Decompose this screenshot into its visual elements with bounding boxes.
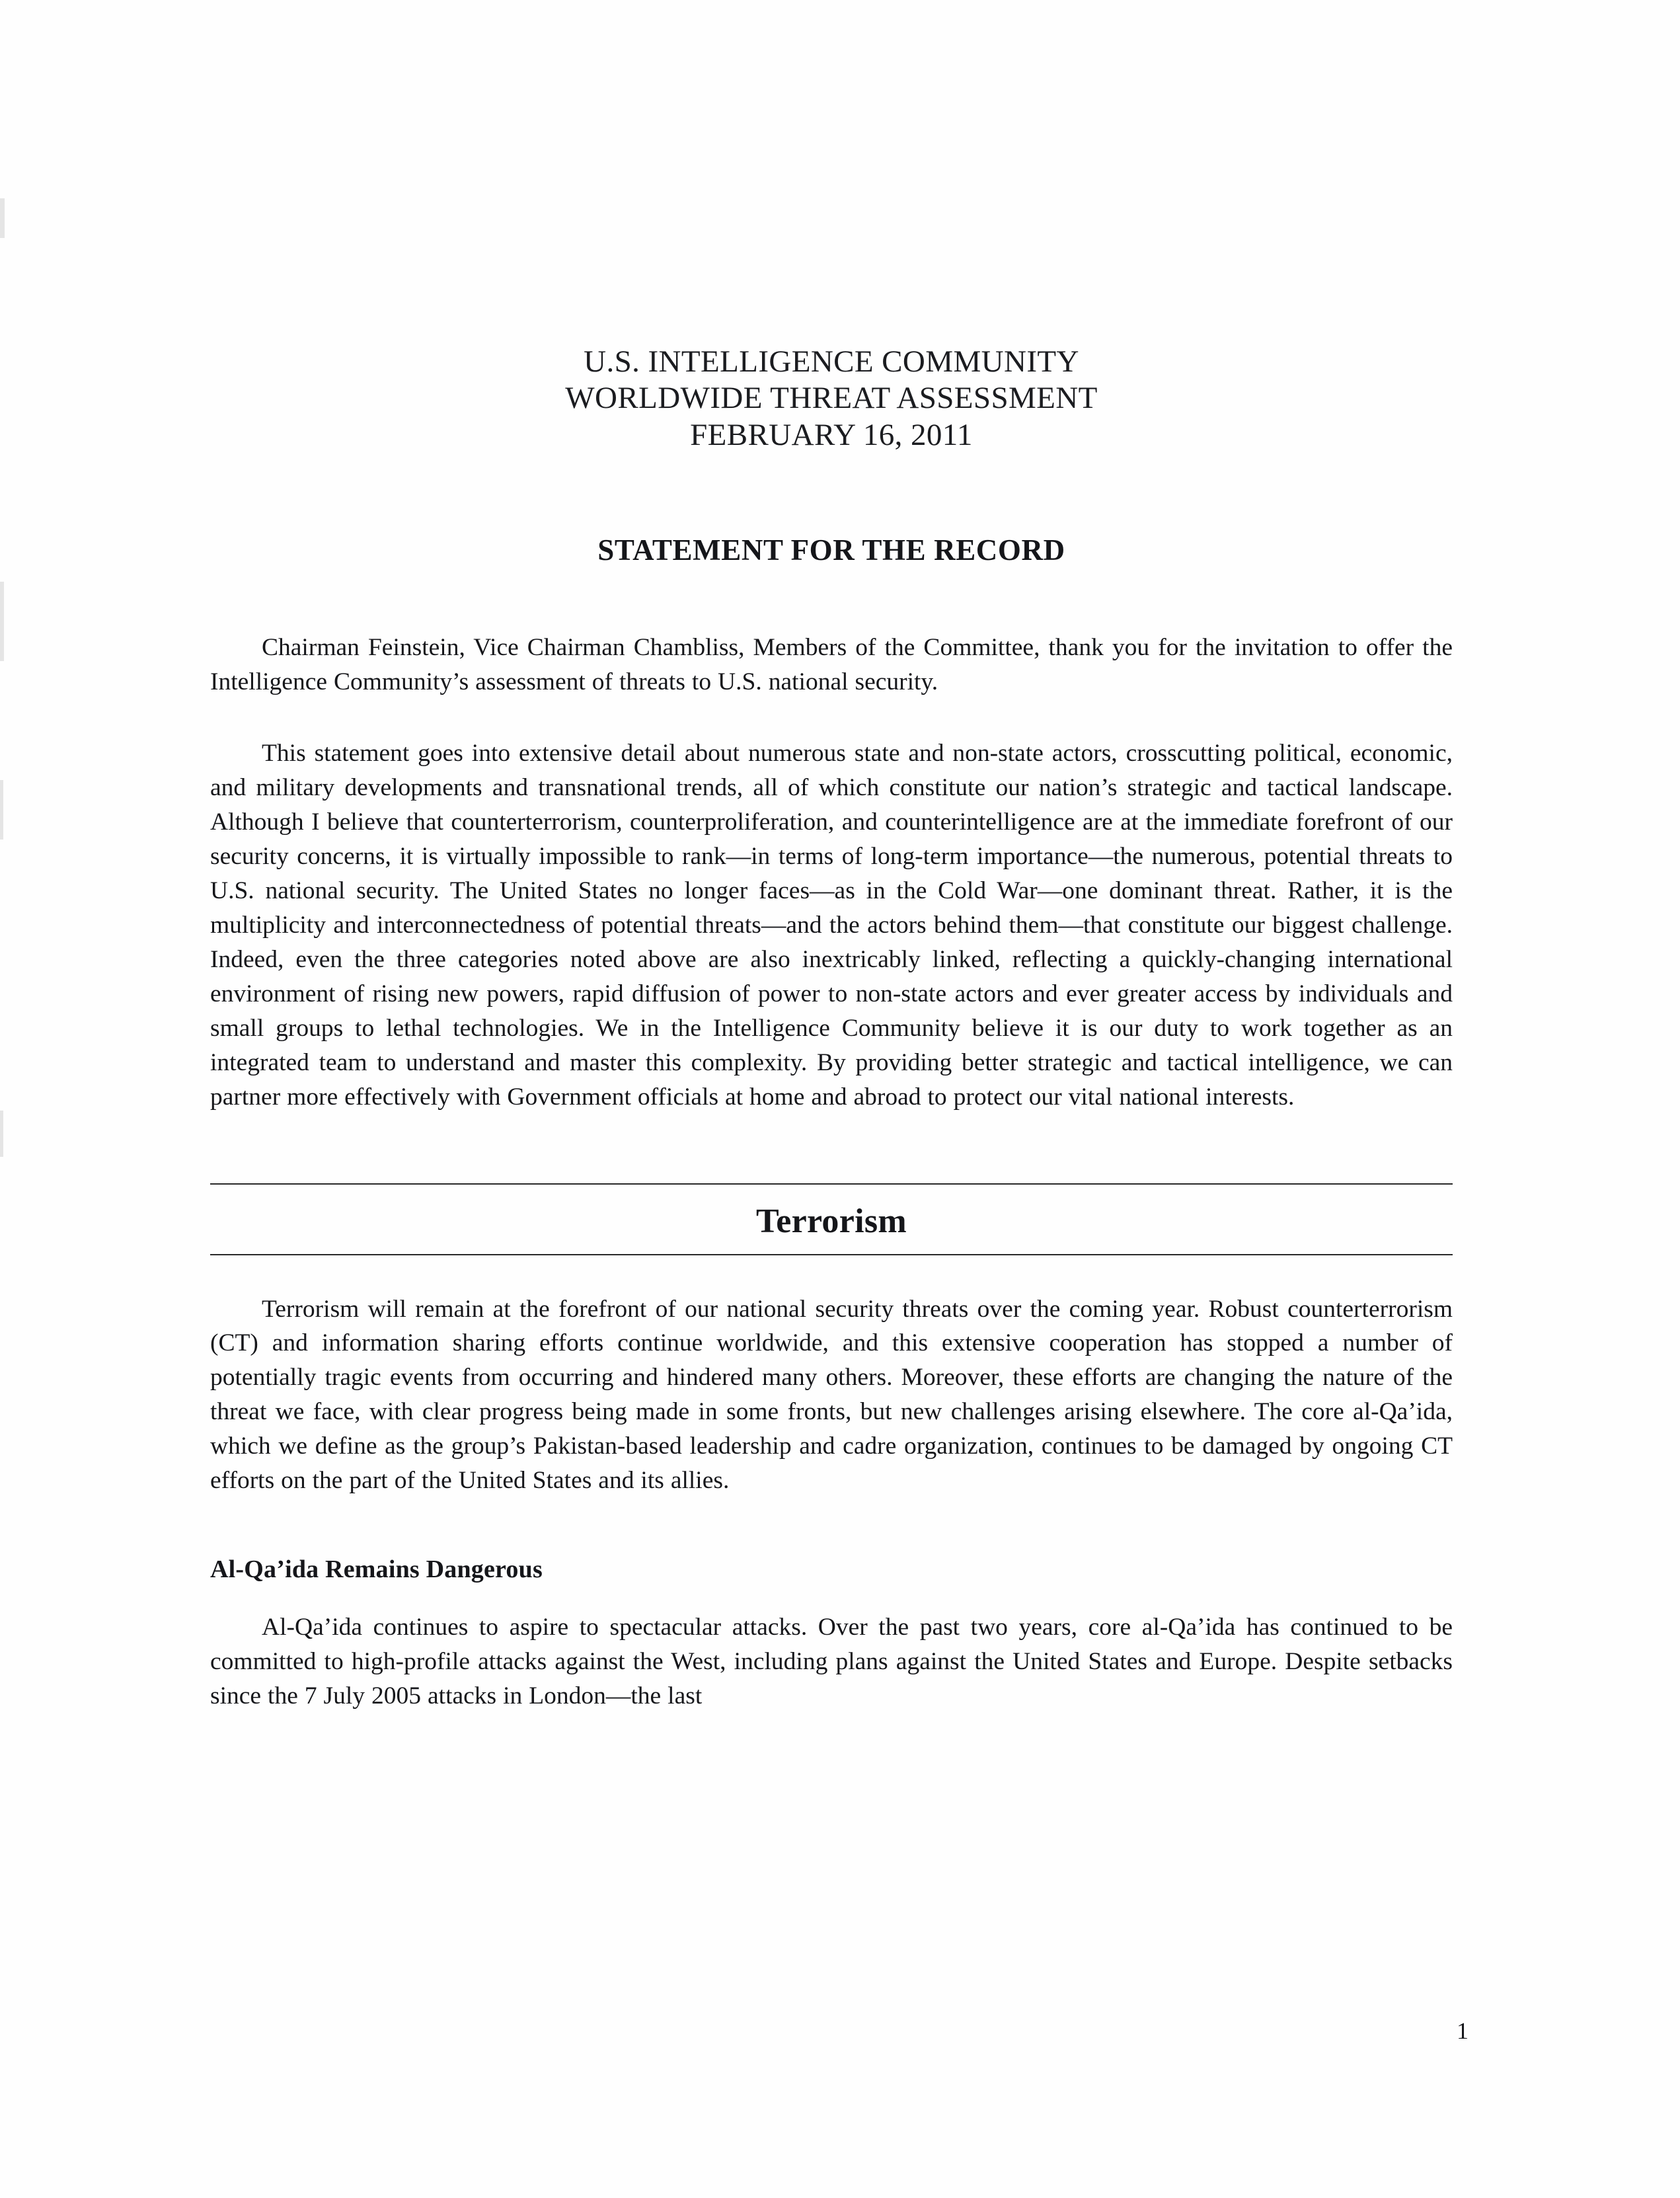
page-number: 1: [1457, 2018, 1469, 2044]
scan-artifact: [0, 582, 4, 661]
scan-artifact: [0, 1111, 3, 1157]
terrorism-section-header: [210, 1183, 1453, 1255]
scan-artifact: [0, 198, 5, 238]
terrorism-paragraph-1: Terrorism will remain at the forefront of our national security threats over the coming year. Robust counterterrorism (CT) and information sharing efforts continue worldwide, and this extensive cooperation has stopped a number of potentially tragic events from occurring and hindered many others. Moreover, these efforts are changing the nature of the threat we face, with clear progress being made in some fronts, but new challenges arising elsewhere. The core al-Qa’ida, which we define as the group’s Pakistan-based leadership and cadre organization, continues to be damaged by ongoing CT efforts on the part of the United States and its allies.: [210, 1295, 1453, 1495]
title-line-1: U.S. INTELLIGENCE COMMUNITY: [584, 344, 1079, 379]
intro-paragraph-1: Chairman Feinstein, Vice Chairman Chambliss, Members of the Committee, thank you for the invitation to offer the Intelligence Community’s assessment of threats to U.S. national security.: [210, 634, 1453, 696]
subheading-al-qaida-remains-dangerous: Al-Qa’ida Remains Dangerous: [210, 1555, 543, 1584]
document-title: [210, 344, 1453, 453]
spacer: [210, 1584, 1453, 1610]
spacer: [210, 1255, 1453, 1292]
section-rule-bottom: [210, 1254, 1453, 1255]
page-content: [210, 344, 1453, 1713]
spacer: [210, 567, 1453, 631]
statement-for-the-record-heading: STATEMENT FOR THE RECORD: [597, 533, 1065, 567]
intro-paragraph-2: This statement goes into extensive detail about numerous state and non-state actors, crosscutting political, economic, and military developments and transnational trends, all of which constitute our nation’s strategic and tactical landscape. Although I believe that counterterrorism, counterproliferation, and counterintelligence are at the immediate forefront of our security concerns, it is virtually impossible to rank—in terms of long-term importance—the numerous, potential threats to U.S. national security. The United States no longer faces—as in the Cold War—one dominant threat. Rather, it is the multiplicity and interconnectedness of potential threats—and the actors behind them—that constitute our biggest challenge. Indeed, even the three categories noted above are also inextricably linked, reflecting a quickly-changing international environment of rising new powers, rapid diffusion of power to non-state actors and ever greater access by individuals and small groups to lethal technologies. We in the Intelligence Community believe it is our duty to work together as an integrated team to understand and master this complexity. By providing better strategic and tactical intelligence, we can partner more effectively with Government officials at home and abroad to protect our vital national interests.: [210, 740, 1453, 1111]
section-title: Terrorism: [756, 1202, 907, 1240]
title-line-3: FEBRUARY 16, 2011: [690, 417, 973, 452]
scan-artifact: [0, 780, 3, 840]
spacer: [210, 699, 1453, 736]
subsection-paragraph-1: Al-Qa’ida continues to aspire to spectacular attacks. Over the past two years, core al-Qa’ida has continued to be committed to high-profile attacks against the West, including plans against the United States and Europe. Despite setbacks since the 7 July 2005 attacks in London—the last: [210, 1614, 1453, 1710]
title-line-2: WORLDWIDE THREAT ASSESSMENT: [565, 381, 1098, 416]
